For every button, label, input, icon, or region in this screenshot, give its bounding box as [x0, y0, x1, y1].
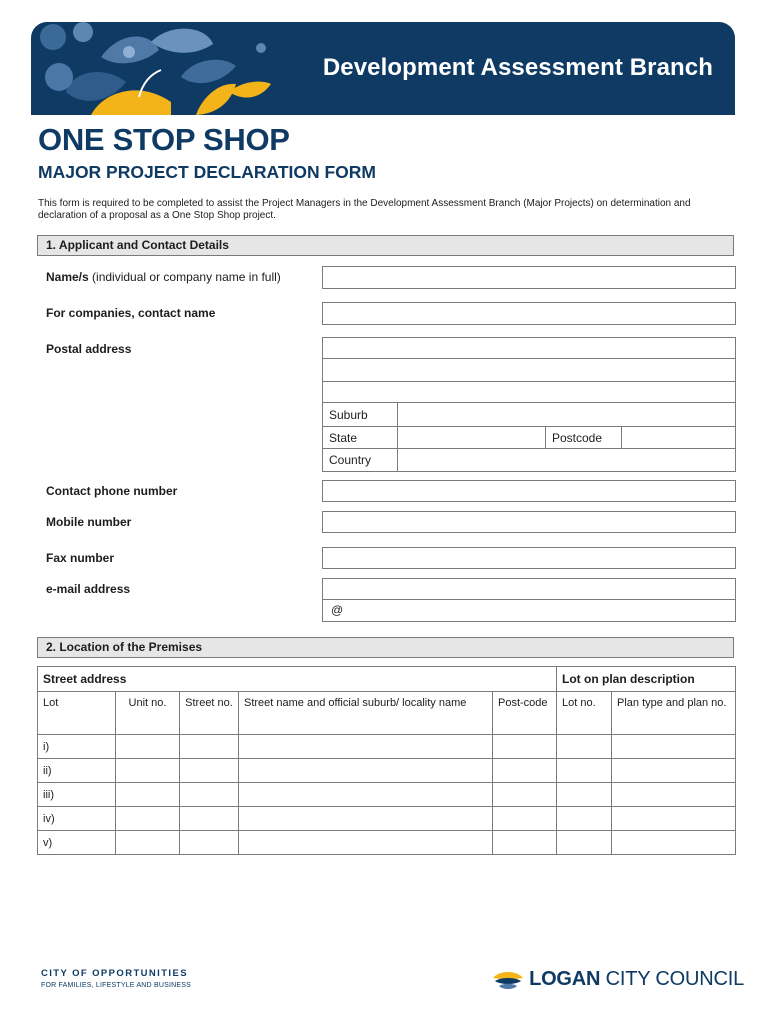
plan-type-cell[interactable]	[612, 807, 736, 831]
unit-cell[interactable]	[116, 807, 180, 831]
tagline-text: FOR FAMILIES, LIFESTYLE AND BUSINESS	[41, 982, 191, 989]
mobile-label: Mobile number	[46, 515, 132, 529]
street-name-cell[interactable]	[239, 807, 493, 831]
state-label: State	[323, 427, 398, 449]
col-lot-no: Lot no.	[557, 692, 612, 735]
header-banner	[31, 22, 735, 115]
unit-cell[interactable]	[116, 783, 180, 807]
col-plan-type: Plan type and plan no.	[612, 692, 736, 735]
postcode-cell[interactable]	[493, 831, 557, 855]
mobile-field[interactable]	[322, 511, 736, 533]
postcode-cell[interactable]	[493, 735, 557, 759]
plan-type-cell[interactable]	[612, 831, 736, 855]
street-name-cell[interactable]	[239, 759, 493, 783]
lot-plan-header: Lot on plan description	[557, 667, 736, 692]
email-field-line-1[interactable]	[322, 578, 736, 600]
country-field[interactable]	[398, 449, 736, 472]
lot-no-cell[interactable]	[557, 735, 612, 759]
plan-type-cell[interactable]	[612, 783, 736, 807]
street-no-cell[interactable]	[180, 783, 239, 807]
row-label: ii)	[38, 759, 116, 783]
street-address-header: Street address	[38, 667, 557, 692]
logan-logo-icon	[491, 966, 525, 992]
form-subtitle: MAJOR PROJECT DECLARATION FORM	[38, 162, 377, 182]
fax-field[interactable]	[322, 547, 736, 569]
email-field-line-2[interactable]	[322, 599, 736, 622]
location-table	[37, 666, 736, 855]
footer-slogan	[41, 968, 191, 989]
row-label: iv)	[38, 807, 116, 831]
row-label: iii)	[38, 783, 116, 807]
phone-field[interactable]	[322, 480, 736, 502]
decorative-leaf-graphic	[31, 22, 281, 115]
street-no-cell[interactable]	[180, 831, 239, 855]
phone-label: Contact phone number	[46, 484, 178, 498]
council-name: LOGAN CITY COUNCIL	[529, 967, 744, 990]
postal-address-label: Postal address	[46, 342, 132, 356]
postal-address-line-2[interactable]	[323, 359, 736, 382]
street-name-cell[interactable]	[239, 831, 493, 855]
table-row	[38, 735, 736, 759]
col-postcode: Post-code	[493, 692, 557, 735]
council-logo	[491, 966, 744, 992]
col-lot: Lot	[38, 692, 116, 735]
email-label: e-mail address	[46, 582, 131, 596]
lot-no-cell[interactable]	[557, 807, 612, 831]
page-title: ONE STOP SHOP	[38, 122, 290, 157]
suburb-field[interactable]	[398, 403, 736, 427]
postcode-label: Postcode	[546, 427, 622, 449]
street-no-cell[interactable]	[180, 807, 239, 831]
col-street-no: Street no.	[180, 692, 239, 735]
postal-address-line-1[interactable]	[323, 338, 736, 359]
lot-no-cell[interactable]	[557, 759, 612, 783]
plan-type-cell[interactable]	[612, 735, 736, 759]
contact-name-field[interactable]	[322, 302, 736, 325]
col-unit: Unit no.	[116, 692, 180, 735]
street-name-cell[interactable]	[239, 735, 493, 759]
table-row	[38, 831, 736, 855]
names-label: Name/s (individual or company name in full)	[46, 270, 281, 284]
country-label: Country	[323, 449, 398, 472]
fax-label: Fax number	[46, 551, 115, 565]
table-row	[38, 807, 736, 831]
postcode-field[interactable]	[622, 427, 736, 449]
names-field[interactable]	[322, 266, 736, 289]
postcode-cell[interactable]	[493, 807, 557, 831]
table-row	[38, 759, 736, 783]
street-name-cell[interactable]	[239, 783, 493, 807]
postcode-cell[interactable]	[493, 759, 557, 783]
col-street-name: Street name and official suburb/ locality name	[239, 692, 493, 735]
unit-cell[interactable]	[116, 759, 180, 783]
row-label: v)	[38, 831, 116, 855]
table-row	[38, 783, 736, 807]
row-label: i)	[38, 735, 116, 759]
lot-no-cell[interactable]	[557, 831, 612, 855]
slogan-text: CITY OF OPPORTUNITIES	[41, 968, 188, 979]
plan-type-cell[interactable]	[612, 759, 736, 783]
suburb-label: Suburb	[323, 403, 398, 427]
unit-cell[interactable]	[116, 735, 180, 759]
unit-cell[interactable]	[116, 831, 180, 855]
postcode-cell[interactable]	[493, 783, 557, 807]
postal-address-table	[322, 337, 736, 472]
street-no-cell[interactable]	[180, 735, 239, 759]
section-1-header: 1. Applicant and Contact Details	[37, 235, 734, 256]
intro-text: This form is required to be completed to assist the Project Managers in the Development Assessment Branch (Major Projects) on determination and declaration of a proposal as a One Stop Shop project.	[38, 198, 691, 221]
state-field[interactable]	[398, 427, 546, 449]
lot-no-cell[interactable]	[557, 783, 612, 807]
street-no-cell[interactable]	[180, 759, 239, 783]
contact-name-label: For companies, contact name	[46, 306, 216, 320]
section-2-header: 2. Location of the Premises	[37, 637, 734, 658]
at-symbol: @	[331, 603, 344, 617]
branch-title: Development Assessment Branch	[322, 54, 713, 81]
postal-address-line-3[interactable]	[323, 382, 736, 403]
